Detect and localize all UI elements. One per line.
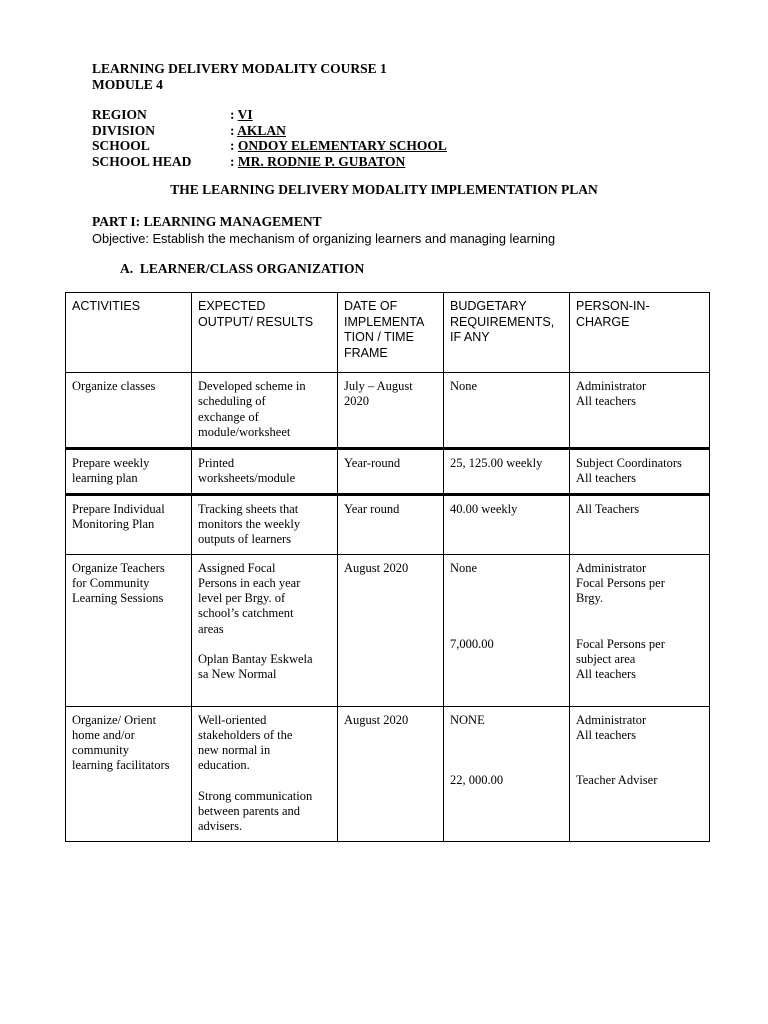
table-row <box>66 449 710 495</box>
info-value: VI <box>237 107 253 122</box>
info-value: AKLAN <box>237 123 286 138</box>
date-cell <box>338 494 444 554</box>
cell-line: None <box>450 560 478 575</box>
cell-line: exchange of <box>198 409 259 424</box>
cell-line: Learning Sessions <box>72 591 164 606</box>
cell-block <box>576 773 704 788</box>
header-line: REQUIREMENTS, <box>450 314 555 329</box>
module-title: MODULE 4 <box>92 77 163 92</box>
cell-block <box>450 773 564 788</box>
table-row <box>66 554 710 706</box>
cell-line: Organize classes <box>72 379 156 393</box>
cell-line: Administrator <box>576 560 647 575</box>
cell-block <box>450 637 564 652</box>
info-separator: : <box>230 107 238 122</box>
info-row-school <box>92 138 447 154</box>
person-cell <box>570 554 710 706</box>
cell-line: Brgy. <box>576 591 604 606</box>
activity-cell <box>66 706 192 841</box>
date-cell <box>338 706 444 841</box>
cell-line: Prepare weekly <box>72 456 150 470</box>
cell-line: areas <box>198 621 224 636</box>
cell-line: outputs of learners <box>198 532 292 547</box>
cell-line: Administrator <box>576 712 647 727</box>
cell-line: stakeholders of the <box>198 727 293 742</box>
cell-line: All Teachers <box>576 501 640 516</box>
date-cell <box>338 449 444 495</box>
section-title: LEARNER/CLASS ORGANIZATION <box>139 261 365 276</box>
header-line: PERSON-IN- <box>576 299 650 313</box>
cell-line: All teachers <box>576 727 637 742</box>
cell-line: 2020 <box>344 394 369 409</box>
part-objective: Objective: Establish the mechanism of organizing learners and managing learning <box>92 231 556 246</box>
cell-block <box>576 379 704 410</box>
header-line: EXPECTED <box>198 299 266 313</box>
cell-line: Subject Coordinators <box>576 456 682 470</box>
cell-block <box>198 652 332 683</box>
person-cell <box>570 449 710 495</box>
cell-line: 22, 000.00 <box>450 773 504 788</box>
cell-line: August 2020 <box>344 560 409 575</box>
cell-line: level per Brgy. of <box>198 591 286 606</box>
cell-line: Focal Persons per <box>576 575 665 590</box>
cell-block <box>576 502 704 517</box>
cell-block <box>450 561 564 622</box>
cell-line: monitors the weekly <box>198 516 301 531</box>
cell-line: Tracking sheets that <box>198 501 299 516</box>
cell-line: 40.00 weekly <box>450 501 518 516</box>
header-line: OUTPUT/ RESULTS <box>198 314 314 329</box>
header-line: CHARGE <box>576 314 630 329</box>
cell-line: Focal Persons per <box>576 636 665 651</box>
cell-line: Developed scheme in <box>198 379 306 393</box>
cell-line: module/worksheet <box>198 424 291 439</box>
table-row <box>66 494 710 554</box>
info-separator: : <box>230 154 238 169</box>
cell-line: Prepare Individual <box>72 501 165 516</box>
cell-line: Administrator <box>576 379 647 393</box>
cell-line: All teachers <box>576 667 637 682</box>
part-title: PART I: LEARNING MANAGEMENT <box>92 214 322 229</box>
cell-block <box>198 789 332 835</box>
cell-gap <box>450 622 564 637</box>
table-header-row <box>66 293 710 373</box>
cell-gap <box>576 622 704 637</box>
info-label: SCHOOL <box>92 138 150 153</box>
cell-line: Year-round <box>344 456 401 470</box>
budget-cell <box>444 449 570 495</box>
cell-block <box>198 456 332 487</box>
activity-cell <box>66 494 192 554</box>
table-row <box>66 373 710 449</box>
cell-line: Teacher Adviser <box>576 773 658 788</box>
cell-line: Persons in each year <box>198 575 301 590</box>
header-activities <box>66 293 192 373</box>
cell-line: Year round <box>344 501 400 516</box>
info-row-division <box>92 123 286 139</box>
learner-organization-table <box>65 292 710 842</box>
info-label: DIVISION <box>92 123 156 138</box>
person-cell <box>570 494 710 554</box>
cell-line: 7,000.00 <box>450 636 494 651</box>
cell-line: scheduling of <box>198 394 266 409</box>
cell-line: NONE <box>450 712 485 727</box>
info-value: ONDOY ELEMENTARY SCHOOL <box>237 138 447 153</box>
cell-gap <box>198 774 332 789</box>
section-heading <box>120 261 364 277</box>
header-line: IMPLEMENTA <box>344 314 425 329</box>
cell-line: August 2020 <box>344 712 409 727</box>
info-label: SCHOOL HEAD <box>92 154 192 169</box>
cell-line: Well-oriented <box>198 712 267 727</box>
cell-block <box>576 713 704 759</box>
cell-line: learning plan <box>72 471 138 486</box>
cell-line: subject area <box>576 652 636 667</box>
cell-block <box>576 561 704 622</box>
cell-gap <box>450 758 564 773</box>
cell-line: Printed <box>198 456 235 470</box>
header-line: ACTIVITIES <box>72 299 141 313</box>
section-letter: A. <box>120 261 134 276</box>
cell-line: home and/or <box>72 727 135 742</box>
cell-line: Oplan Bantay Eskwela <box>198 652 313 667</box>
activity-cell <box>66 449 192 495</box>
person-cell <box>570 706 710 841</box>
cell-line: Assigned Focal <box>198 560 276 575</box>
cell-line: Monitoring Plan <box>72 516 155 531</box>
cell-line: community <box>72 743 129 758</box>
cell-block <box>450 456 564 471</box>
cell-line: school’s catchment <box>198 606 294 621</box>
budget-cell <box>444 706 570 841</box>
cell-line: for Community <box>72 575 150 590</box>
info-row-region <box>92 107 253 123</box>
info-label: REGION <box>92 107 147 122</box>
info-value: MR. RODNIE P. GUBATON <box>237 154 406 169</box>
cell-block <box>198 561 332 637</box>
cell-line: All teachers <box>576 471 637 486</box>
cell-line: Organize Teachers <box>72 560 165 575</box>
cell-block <box>450 379 564 394</box>
header-person-in-charge <box>570 293 710 373</box>
budget-cell <box>444 554 570 706</box>
cell-line: 25, 125.00 weekly <box>450 456 543 470</box>
cell-block <box>576 637 704 683</box>
person-cell <box>570 373 710 449</box>
cell-block <box>198 502 332 548</box>
header-budget <box>444 293 570 373</box>
cell-line: Strong communication <box>198 788 313 803</box>
table-row <box>66 706 710 841</box>
cell-line: July – August <box>344 379 413 393</box>
header-expected-output <box>192 293 338 373</box>
cell-line: advisers. <box>198 819 243 834</box>
cell-block <box>576 456 704 487</box>
cell-line: new normal in <box>198 743 271 758</box>
cell-gap <box>576 758 704 773</box>
course-title: LEARNING DELIVERY MODALITY COURSE 1 <box>92 61 387 76</box>
output-cell <box>192 494 338 554</box>
activity-cell <box>66 554 192 706</box>
cell-line: All teachers <box>576 394 637 409</box>
cell-line: worksheets/module <box>198 471 296 486</box>
date-cell <box>338 373 444 449</box>
cell-line: sa New Normal <box>198 667 277 682</box>
header-line: TION / TIME <box>344 330 414 344</box>
cell-line: Organize/ Orient <box>72 712 157 727</box>
budget-cell <box>444 494 570 554</box>
cell-line: education. <box>198 758 250 773</box>
cell-line: between parents and <box>198 804 301 819</box>
header-date <box>338 293 444 373</box>
output-cell <box>192 554 338 706</box>
output-cell <box>192 373 338 449</box>
header-line: FRAME <box>344 345 388 360</box>
date-cell <box>338 554 444 706</box>
cell-block <box>198 379 332 440</box>
cell-line: None <box>450 379 478 393</box>
info-separator: : <box>230 123 238 138</box>
plan-title: THE LEARNING DELIVERY MODALITY IMPLEMENTATION PLAN <box>170 182 598 197</box>
header-line: IF ANY <box>450 330 490 344</box>
cell-line: learning facilitators <box>72 758 170 773</box>
output-cell <box>192 706 338 841</box>
header-line: BUDGETARY <box>450 299 527 313</box>
header-line: DATE OF <box>344 299 398 313</box>
info-separator: : <box>230 138 238 153</box>
budget-cell <box>444 373 570 449</box>
cell-block <box>450 502 564 517</box>
info-row-school-head <box>92 154 405 170</box>
cell-block <box>198 713 332 774</box>
cell-gap <box>198 637 332 652</box>
output-cell <box>192 449 338 495</box>
activity-cell <box>66 373 192 449</box>
cell-block <box>450 713 564 759</box>
